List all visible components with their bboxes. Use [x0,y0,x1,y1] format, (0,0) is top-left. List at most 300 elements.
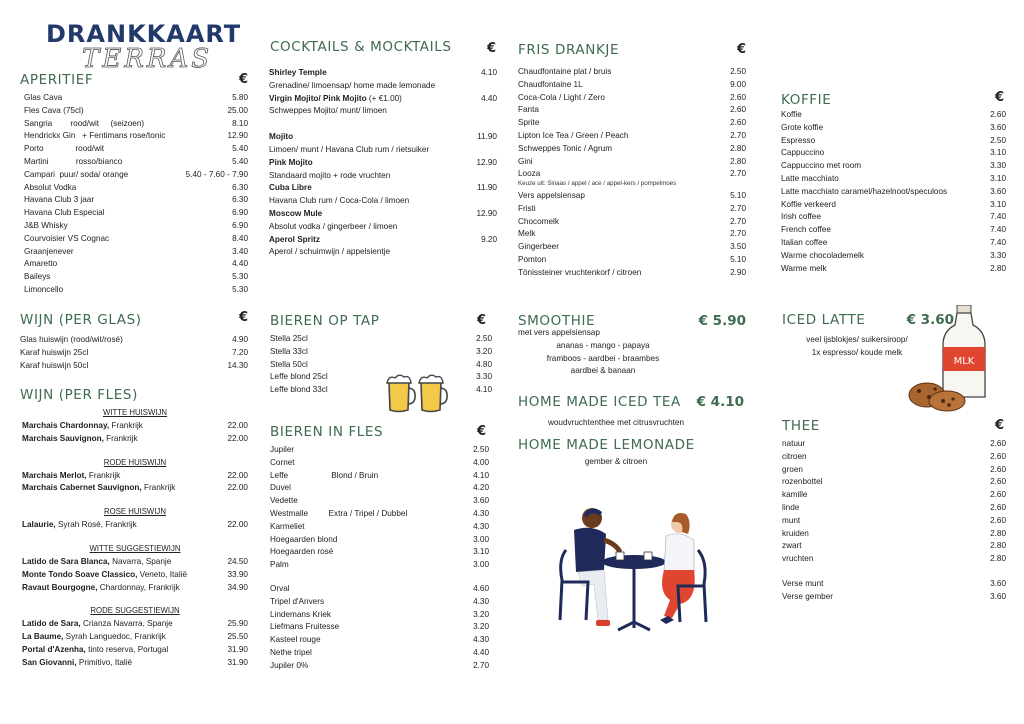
item-name: munt [782,515,801,525]
iced-tea-desc: woudvruchtenthee met citrusvruchten [547,418,685,427]
item-price: 3.20 [473,622,489,632]
bieren-tap-list [270,333,492,397]
item-name: Gini [518,156,533,166]
menu-item [270,444,489,457]
wine-item [22,618,248,631]
iced-latte-line: 1x espresso/ koude melk [811,347,903,357]
menu-item [270,596,489,609]
cocktail-item [269,67,497,80]
item-name: Fles Cava (75cl) [24,105,84,115]
menu-item [20,360,248,373]
item-price: 5.40 [232,144,248,154]
wine-price: 22.00 [227,520,248,530]
item-price: 2.60 [990,451,1006,461]
item-price: 4.20 [473,483,489,493]
item-name: Hoegaarden blond [270,534,338,544]
item-name: Martini rosso/bianco [24,156,123,166]
item-name: rozenbottel [782,477,823,487]
item-name: Fristi [518,203,536,213]
item-price: 2.80 [990,263,1006,273]
item-name: Cappuccino [781,148,825,158]
item-price: 2.70 [730,203,746,213]
cocktail-price: 11.90 [477,132,497,142]
cocktail-price: 11.90 [477,183,497,193]
item-price: 3.60 [990,591,1006,601]
cocktails-title: COCKTAILS & MOCKTAILS [270,39,452,55]
item-price: 7.40 [990,212,1006,222]
item-price: 4.40 [232,259,248,269]
wine-price: 22.00 [227,470,248,480]
menu-item [20,334,248,347]
item-price: 2.90 [730,267,746,277]
wine-price: 22.00 [227,433,248,443]
item-price: 7.40 [990,225,1006,235]
menu-item [518,130,746,143]
wine-origin: Crianza Navarra, Spanje [80,619,173,629]
fris-title: FRIS DRANKJE [518,42,620,58]
item-name: Schweppes Tonic / Agrum [518,143,613,153]
item-name: Jupiler 0% [270,660,309,670]
menu-item [518,92,746,105]
wijn-glas-list [20,334,248,372]
smoothie-line: aardbei & banaan [570,366,636,376]
menu-item [781,147,1006,160]
item-price: 6.90 [232,208,248,218]
item-price: 2.70 [730,229,746,239]
menu-item [781,173,1006,186]
item-price: 2.70 [473,660,489,670]
menu-item [518,203,746,216]
wine-price: 34.90 [227,582,248,592]
menu-item [270,508,489,521]
wine-name: Monte Tondo Soave Classico, [22,569,138,579]
item-price: 6.30 [232,182,248,192]
wine-name: Marchais Cabernet Sauvignon, [22,483,142,493]
menu-item [24,118,248,131]
item-name: Vers appelsiensap [518,191,585,200]
menu-item [782,528,1006,541]
item-name: Porto rood/wit [24,144,105,154]
menu-item [270,521,489,534]
milk-bottle-cookies-illustration [905,305,995,413]
cocktail-name: Cuba Libre [269,183,312,193]
wine-item [22,644,248,657]
menu-item [270,583,489,596]
item-price: 25.00 [227,105,248,115]
wine-item [22,657,248,670]
item-price: 5.40 [232,156,248,166]
wine-item [22,631,248,644]
item-price: 2.80 [730,143,746,153]
wine-name: Marchais Merlot, [22,470,87,480]
item-name: citroen [782,451,807,461]
item-price: 2.80 [990,554,1006,564]
item-price: 7.20 [232,347,248,357]
menu-item [782,451,1006,464]
menu-item [270,346,492,359]
wine-name: Portal d'Azenha, [22,644,86,654]
menu-item [782,540,1006,553]
wine-item [22,482,248,495]
menu-item [270,495,489,508]
menu-item [24,271,248,284]
menu-item [24,105,248,118]
item-name: Vedette [270,496,298,506]
cocktail-extra: (+ €1.00) [366,93,402,103]
item-price: 8.40 [232,233,248,243]
wine-origin: Primitivo, Italië [76,657,133,667]
cocktail-desc: Havana Club rum / Coca-Cola / limoen [269,196,410,206]
item-name: Coca-Cola / Light / Zero [518,92,605,102]
item-price: 2.60 [730,92,746,102]
item-price: 3.00 [473,534,489,544]
menu-item [782,515,1006,528]
item-price: 5.10 [730,191,746,200]
menu-item [518,267,746,280]
wine-origin: Frankrijk [86,470,121,480]
item-price: 3.60 [990,186,1006,196]
menu-item [781,211,1006,224]
menu-item [782,553,1006,566]
item-price: 4.80 [476,359,492,369]
item-price: 2.80 [990,528,1006,538]
item-price: 6.30 [232,195,248,205]
item-name: Havana Club Especial [24,208,105,218]
item-name: Chocomelk [518,216,559,226]
item-name: Tönissteiner vruchtenkorf / citroen [518,267,642,277]
item-price: 3.00 [473,560,489,570]
wijn-fles-title: WIJN (PER FLES) [20,387,138,403]
menu-item [24,143,248,156]
item-price: 5.80 [232,93,248,102]
wine-origin: Chardonnay, Frankrijk [97,582,180,592]
thee-list [782,438,1006,566]
item-price: 2.80 [730,156,746,166]
cocktail-name: Shirley Temple [269,68,327,77]
item-name: groen [782,464,803,474]
cocktail-desc: Standaard mojito + rode vruchten [269,170,391,180]
item-price: 3.10 [990,199,1006,209]
menu-item [270,384,492,397]
cocktail-desc: Absolut vodka / gingerbeer / limoen [269,221,398,231]
cocktail-desc: Grenadine/ limoensap/ home made lemonade [269,80,436,90]
cocktails-euro: € [486,41,496,56]
thee-list-2 [782,578,1006,604]
wine-origin: Syrah Languedoc, Frankrijk [63,632,166,642]
item-name: Latte macchiato caramel/hazelnoot/speculoos [781,186,948,196]
item-price: 6.90 [232,220,248,230]
item-name: Sangria rood/wit (seizoen) [24,118,145,128]
menu-item [270,470,489,483]
item-price: 3.60 [473,496,489,506]
menu-item [270,359,492,372]
smoothie-title: SMOOTHIE [518,313,596,329]
cocktail-name: Mojito [269,132,294,142]
item-price: 7.40 [990,237,1006,247]
item-price: 3.20 [473,609,489,619]
cocktail-price: 12.90 [476,157,497,167]
koffie-euro: € [994,90,1004,105]
item-price: 2.50 [473,445,489,454]
item-name: Verse munt [782,579,824,588]
aperitief-title: APERITIEF [20,72,94,88]
menu-item [781,109,1006,122]
wine-item [22,519,248,532]
people-at-table-illustration [548,500,718,645]
item-price: 3.20 [476,346,492,356]
item-price: 4.30 [473,521,489,531]
cocktail-item [269,157,497,170]
wine-item [22,569,248,582]
wine-name: Latido de Sara, [22,619,81,629]
menu-item [24,194,248,207]
menu-item [270,457,489,470]
menu-item [270,371,492,384]
cocktail-price: 4.40 [481,93,497,103]
smoothie-line: framboos - aardbei - braambes [546,353,660,363]
item-price: 2.60 [990,110,1006,119]
item-name: Latte macchiato [781,173,839,183]
item-price: 2.70 [730,130,746,140]
menu-item [782,578,1006,591]
cocktail-price: 12.90 [476,208,497,218]
cocktail-name: Moscow Mule [269,208,323,218]
item-name: Amaretto [24,259,58,269]
cocktail-name: Pink Mojito [269,157,313,167]
item-price: 3.30 [476,372,492,382]
cocktail-name: Aperol Spritz [269,234,320,244]
lemonade-desc: gember & citroen [584,457,648,466]
item-name: Espresso [781,135,816,145]
item-name: Stella 33cl [270,346,308,356]
iced-latte-price: € 3.60 [906,312,954,328]
cocktail-item [269,208,497,221]
wine-name: Ravaut Bourgogne, [22,582,98,592]
menu-item [781,122,1006,135]
item-price: 3.30 [990,250,1006,260]
cocktail-desc: Limoen/ munt / Havana Club rum / rietsuiker [269,144,430,154]
menu-item [270,333,492,346]
item-name: Italian coffee [781,237,828,247]
wine-price: 33.90 [227,569,248,579]
cocktail-price: 9.20 [481,234,497,244]
bieren-fles-list [270,444,489,572]
menu-item [270,546,489,559]
lemonade-title: HOME MADE LEMONADE [518,437,695,453]
cocktail-desc: Aperol / schuimwijn / appelsientje [269,247,391,257]
menu-item [781,199,1006,212]
item-name: Campari puur/ soda/ orange [24,169,129,179]
item-name: Chaudfontaine 1L [518,79,583,89]
item-name: Gingerbeer [518,242,559,252]
item-price: 2.50 [990,135,1006,145]
cocktail-name: Virgin Mojito/ Pink Mojito [269,93,367,103]
menu-item [518,117,746,130]
item-price: 3.10 [990,148,1006,158]
menu-item [24,233,248,246]
fris-euro: € [736,42,746,57]
cocktail-item [269,131,497,144]
wine-price: 24.50 [227,556,248,566]
item-name: Tripel d'Anvers [270,596,325,606]
bieren-fles-title: BIEREN IN FLES [270,424,384,440]
iced-latte-line: veel ijsblokjes/ suikersiroop/ [806,335,908,344]
item-name: Westmalle Extra / Tripel / Dubbel [270,508,408,518]
menu-item [781,263,1006,276]
item-name: Sprite [518,118,540,128]
item-name: Havana Club 3 jaar [24,195,95,205]
menu-item [270,609,489,622]
item-price: 5.10 [730,254,746,264]
item-name: Limoncello [24,284,64,294]
item-price: 4.90 [232,335,248,344]
bottle-label: MLK [953,356,975,367]
item-price: 3.60 [990,579,1006,588]
wine-name: San Giovanni, [22,657,77,667]
item-price: 2.60 [990,515,1006,525]
item-name: French coffee [781,225,831,235]
wine-origin: Syrah Rosé, Frankrijk [55,520,137,530]
item-price: 2.60 [990,490,1006,500]
looza-note: Keuze uit: Sinaas / appel / ace / appel-kers / pompelmoes [518,180,677,187]
wine-item [22,433,248,446]
menu-item [20,347,248,360]
menu-item [518,156,746,169]
item-price: 5.40 - 7.60 - 7.90 [185,169,248,179]
item-name: Warme chocolademelk [781,250,864,260]
item-name: Absolut Vodka [24,182,77,192]
item-price: 2.50 [476,334,492,343]
item-price: 14.30 [227,360,248,370]
item-name: vruchten [782,554,814,564]
thee-euro: € [994,418,1004,433]
iced-tea-title: HOME MADE ICED TEA [518,394,681,410]
menu-item [782,438,1006,451]
item-name: kamille [782,490,808,500]
wine-item [22,556,248,569]
menu-item [782,502,1006,515]
item-price: 3.40 [232,246,248,256]
item-name: Stella 25cl [270,334,308,343]
wine-price: 31.90 [227,644,248,654]
item-price: 2.60 [990,502,1006,512]
menu-item [518,190,746,203]
item-price: 4.00 [473,457,489,467]
item-name: Courvoisier VS Cognac [24,233,110,243]
wine-origin: Frankrijk [109,421,143,430]
menu-item [518,254,746,267]
item-price: 4.60 [473,584,489,593]
wine-item [22,582,248,595]
item-price: 3.50 [730,242,746,252]
wine-origin: Frankrijk [141,483,176,493]
menu-item [24,258,248,271]
item-name: Leffe blond 25cl [270,372,328,382]
menu-item [270,482,489,495]
wine-name: Marchais Sauvignon, [22,433,104,443]
item-name: Warme melk [781,263,827,273]
menu-item [270,621,489,634]
smoothie-line: ananas - mango - papaya [556,340,650,350]
page-subtitle: TERRAS [82,44,213,74]
page-title: DRANKKAART [46,20,242,48]
item-price: 4.30 [473,635,489,645]
wijn-glas-euro: € [238,310,248,325]
beer-mugs-icon [383,372,453,416]
item-name: Koffie [781,110,802,119]
item-name: Glas Cava [24,93,63,102]
menu-item [24,284,248,297]
menu-item [518,66,746,79]
item-name: Hoegaarden rosé [270,547,334,557]
menu-item [781,250,1006,263]
cocktails-list [269,67,497,259]
bieren-tap-euro: € [476,313,486,328]
wine-name: Latido de Sara Blanca, [22,556,110,566]
menu-item [781,186,1006,199]
item-price: 4.40 [473,647,489,657]
wine-name: Marchais Chardonnay, [22,421,110,430]
item-name: zwart [782,541,802,551]
item-price: 5.30 [232,272,248,282]
item-price: 2.60 [990,477,1006,487]
item-name: Irish coffee [781,212,821,222]
menu-item [24,169,248,182]
wine-item [22,420,248,433]
item-name: J&B Whisky [24,220,68,230]
item-name: Hendrickx Gin + Fentimans rose/tonic [24,131,166,141]
item-price: 2.50 [730,67,746,76]
thee-title: THEE [782,418,820,434]
wine-price: 25.90 [227,619,248,629]
smoothie-line: met vers appelsiensap [518,328,600,337]
item-price: 9.00 [730,79,746,89]
item-name: Leffe Blond / Bruin [270,470,379,480]
item-price: 2.80 [990,541,1006,551]
item-name: Karaf huiswijn 50cl [20,360,89,370]
menu-item [518,79,746,92]
item-name: linde [782,502,800,512]
item-name: Leffe blond 33cl [270,385,328,395]
wine-group-heading: WITTE SUGGESTIEWIJN [89,543,181,553]
item-name: Cappuccino met room [781,161,862,171]
bieren-fles-list-2 [270,583,489,673]
cocktail-desc: Schweppes Mojito/ munt/ limoen [269,106,387,116]
item-price: 2.70 [730,169,746,179]
cocktail-price: 4.10 [481,68,497,77]
fris-list-2 [518,190,746,280]
menu-item [270,534,489,547]
item-name: Baileys [24,272,51,282]
item-name: Lindemans Kriek [270,609,331,619]
wine-origin: tinto reserva, Portugal [85,644,169,654]
menu-item [24,246,248,259]
item-price: 3.30 [990,161,1006,171]
item-name: Grote koffie [781,122,824,132]
item-name: Fanta [518,105,539,115]
cocktail-item [269,234,497,247]
bieren-fles-euro: € [476,424,486,439]
item-name: Looza [518,169,541,179]
wine-group-heading: WITTE HUISWIJN [102,408,168,417]
item-name: natuur [782,439,806,448]
item-price: 4.30 [473,508,489,518]
item-name: Koffie verkeerd [781,199,836,209]
item-name: Lipton Ice Tea / Green / Peach [518,130,629,140]
item-price: 3.60 [990,122,1006,132]
item-name: Chaudfontaine plat / bruis [518,67,612,76]
item-price: 8.10 [232,118,248,128]
